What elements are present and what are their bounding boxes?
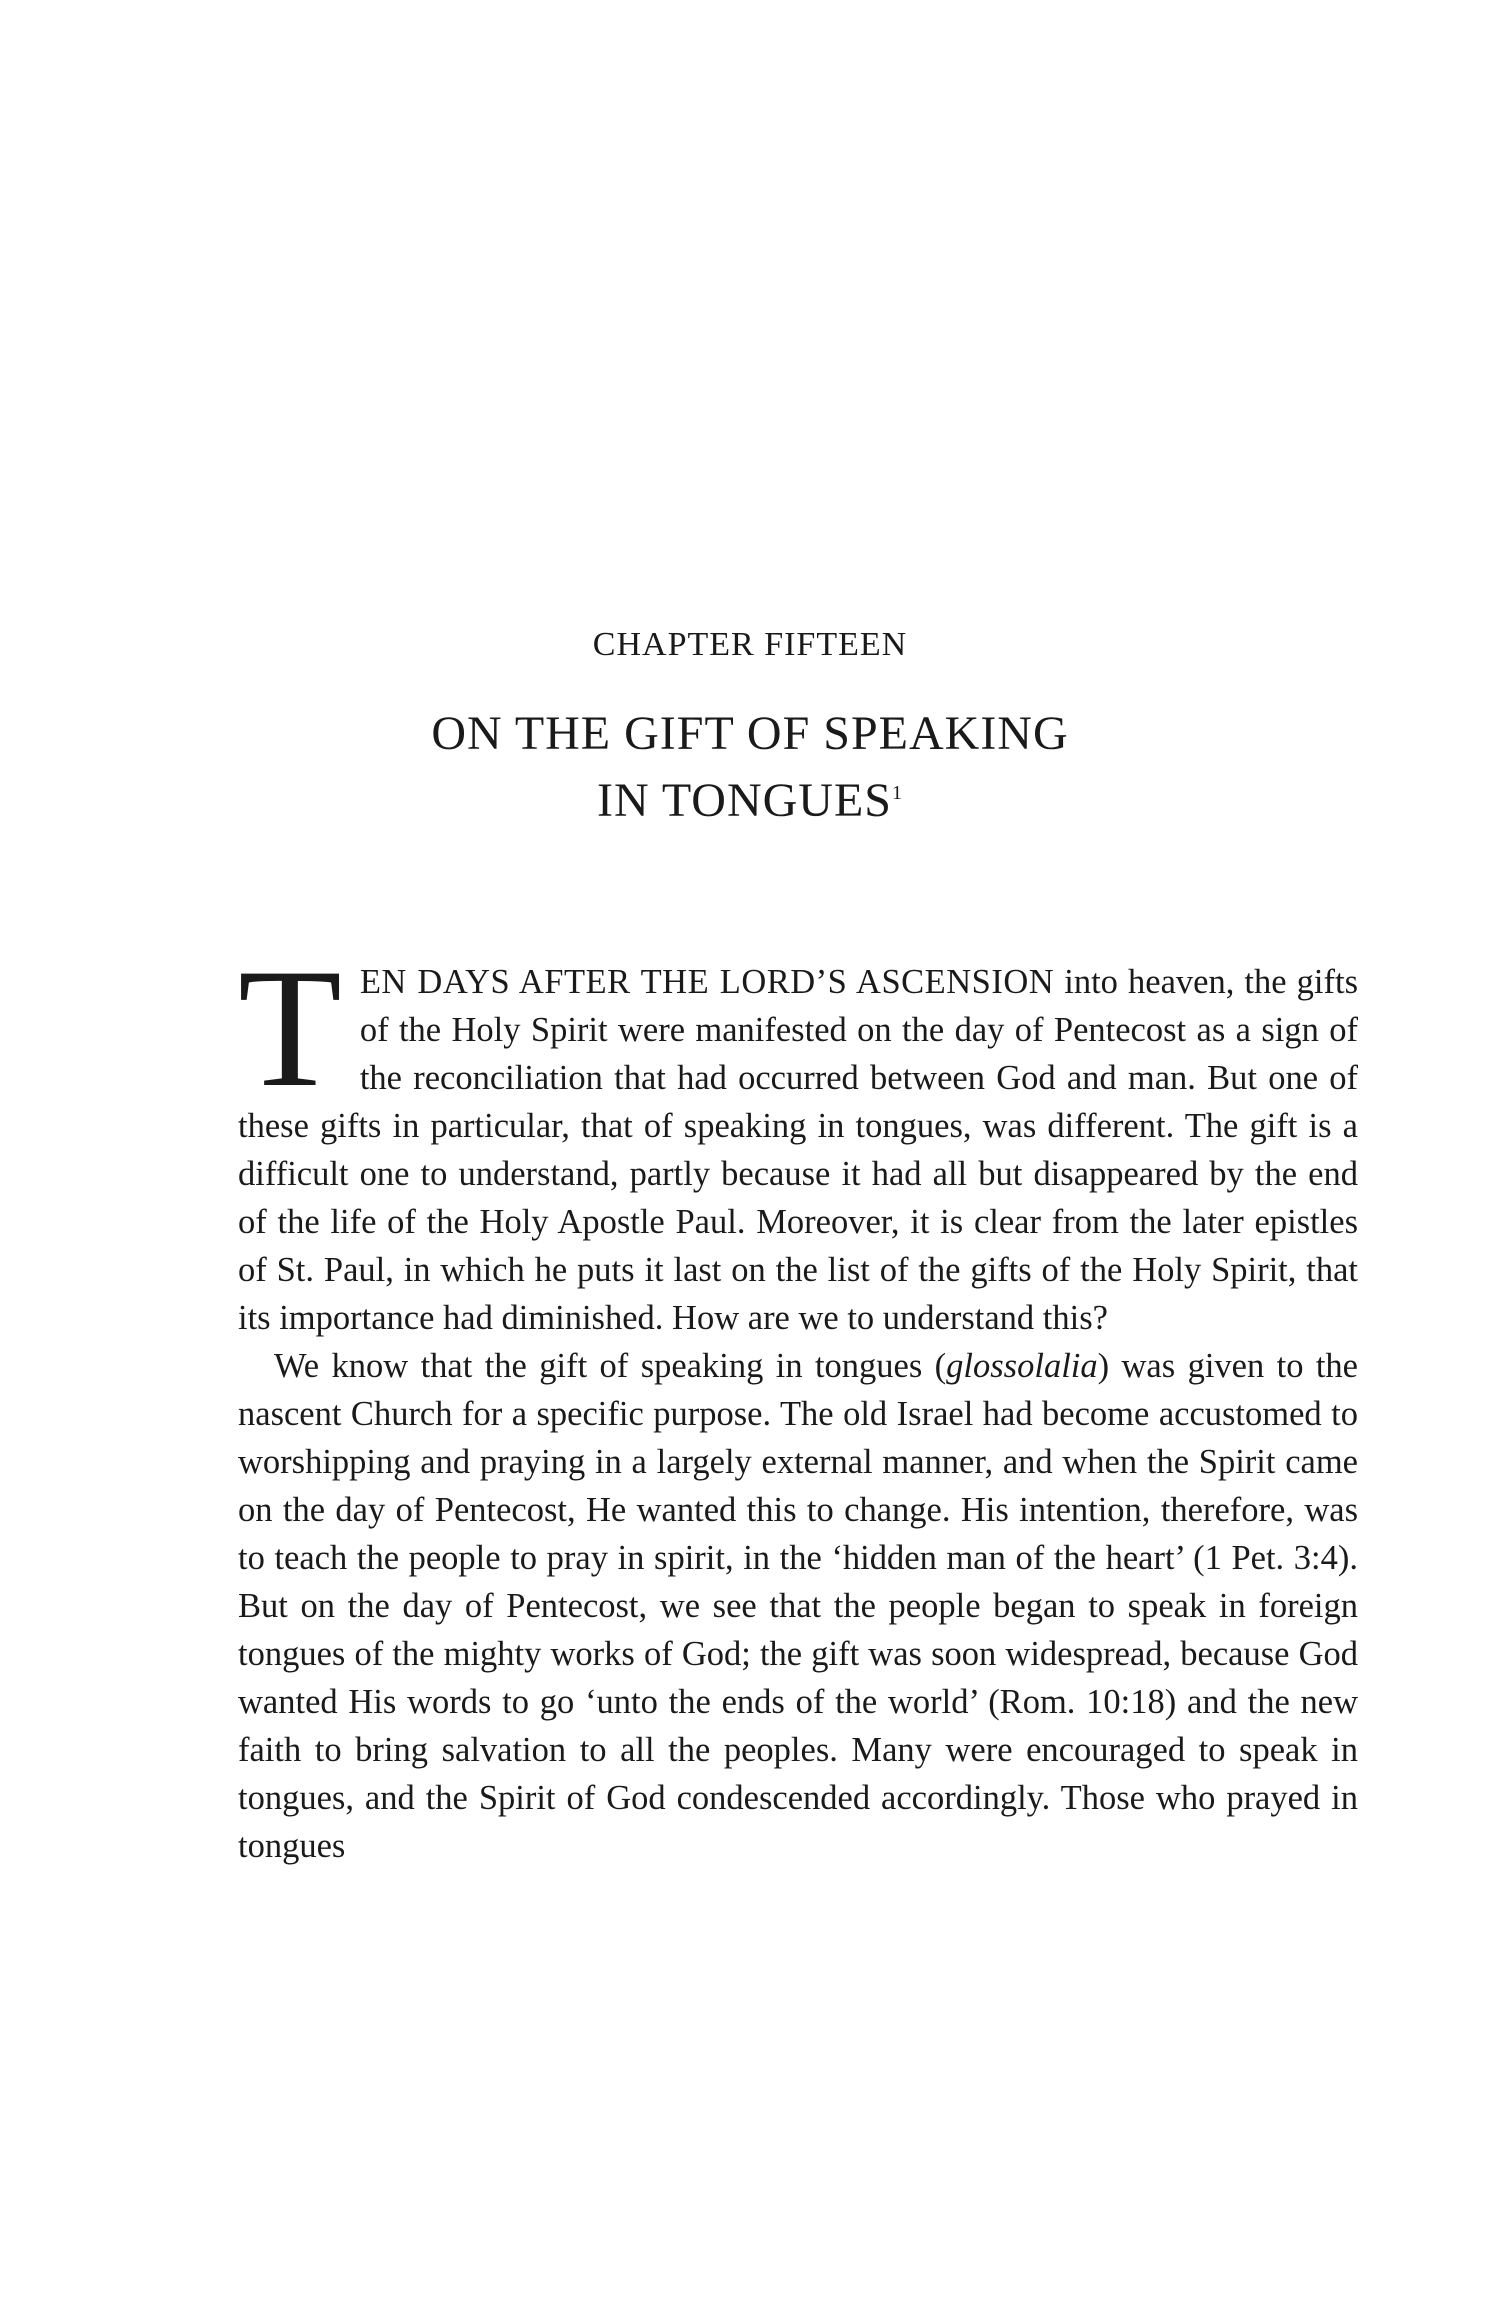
drop-cap: T <box>238 934 342 1122</box>
chapter-title-line-2 <box>0 767 1500 834</box>
paragraph-2-text-start: We know that the gift of speaking in tongues ( <box>274 1347 947 1385</box>
chapter-label: CHAPTER FIFTEEN <box>592 626 908 663</box>
small-caps-lead-in: EN DAYS AFTER THE LORD’S ASCENSION <box>359 963 1055 1001</box>
chapter-title-line-2-text: IN TONGUES <box>597 774 892 827</box>
chapter-title-line-1: ON THE GIFT OF SPEAKING <box>431 707 1069 760</box>
paragraph-2-text-rest: ) was given to the nascent Church for a specific purpose. The old Israel had become accustomed to worshipping and praying in a largely external manner, and when the Spirit came on the day of Pentecost, He wanted this to change. His intention, therefore, was to teach the people to pray in spirit, in the ‘hidden man of the heart’ (1 Pet. 3:4). But on the day of Pentecost, we see that the people began to speak in foreign tongues of the mighty works of God; the gift was soon widespread, because God wanted His words to go ‘unto the ends of the world’ (Rom. 10:18) and the new faith to bring salvation to all the peoples. Many were encouraged to speak in tongues, and the Spirit of God condescended accordingly. Those who prayed in tongues <box>238 1347 1358 1865</box>
body-text <box>238 934 1358 1870</box>
paragraph-2 <box>238 1342 1358 1870</box>
paragraph-1 <box>238 934 1358 1342</box>
footnote-marker: 1 <box>891 782 903 804</box>
chapter-title <box>0 700 1500 834</box>
italic-term: glossolalia <box>946 1347 1098 1385</box>
paragraph-1-text: into heaven, the gifts of the Holy Spirit were manifested on the day of Pentecost as a sign of the reconciliation that had occurred between God and man. But one of these gifts in particular, that of speaking in tongues, was different. The gift is a difficult one to understand, partly because it had all but disappeared by the end of the life of the Holy Apostle Paul. Moreover, it is clear from the later epistles of St. Paul, in which he puts it last on the list of the gifts of the Holy Spirit, that its importance had diminished. How are we to understand this? <box>238 963 1358 1337</box>
